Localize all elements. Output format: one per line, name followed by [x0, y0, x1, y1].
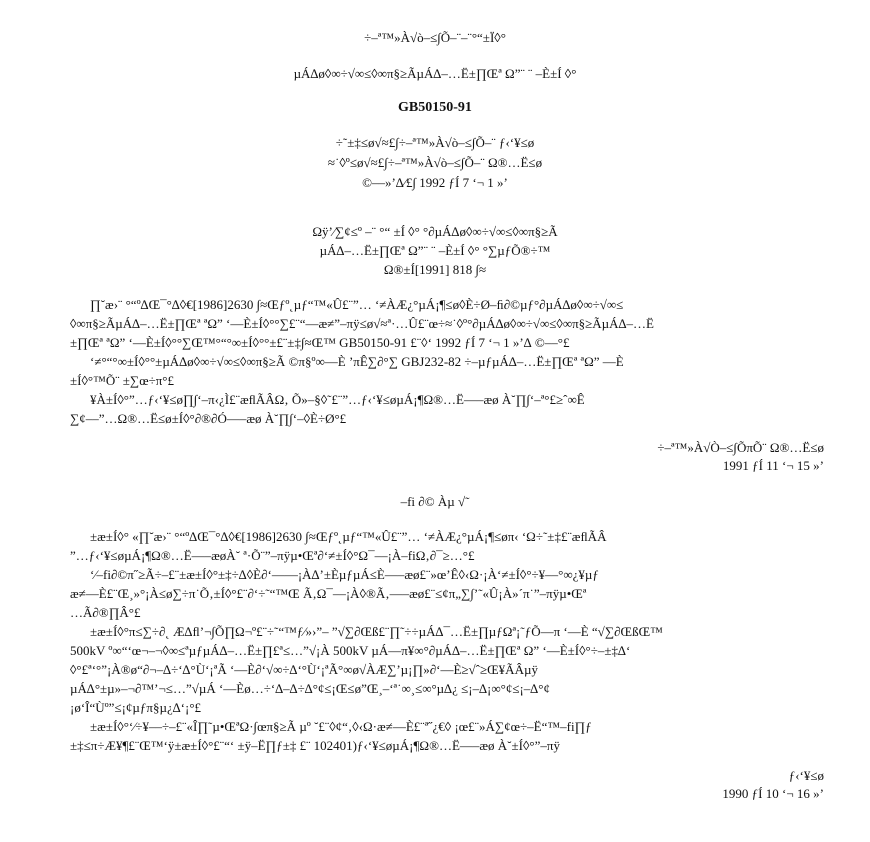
explain-sign-org: ƒ‹‘¥≤ø: [788, 768, 824, 783]
text-line: ”…ƒ‹‘¥≤øµÁ¡¶Ω®…Ë—–æøÀ˘ ª·Õ¨”–πÿµ•Œª∂‘≠±Í◊°Ω¯––¡À–fiΩ‚∂¯≥…°£: [70, 548, 475, 563]
issuer-chief: ÷˜±‡≤ø√≈£∫÷–ª™»À√ò–≤∫Õ–¨ ƒ‹‘¥≤ø: [335, 135, 535, 150]
text-line: ∑¢––”…Ω®…Ë≤ø±Í◊°∂®∂Ó—–æø À˘∏∫‘–◊È÷Ø°£: [70, 411, 347, 426]
issue-date: ©––»’∆⁄£∫ 1992 ƒÍ 7 ‘¬ 1 »’: [362, 175, 508, 190]
text-line: ±æ±Í◊°‘⁄÷¥––÷–£¨«Î∏˜µ•ŒªΩ·∫œπ§≥Ã µº ˘£¨◊¢“‚◊‹Ω·æ≠—È£¨ª˝¿€◊ ¡œ£¨»Á∑¢œ÷–Ë“™–fi∏ƒ: [90, 719, 592, 734]
text-line: ±æ±Í◊°π≤∑÷∂˛ Æ∆ﬂ’¬∫Õ∏Ω¬º£¨÷˜“™ƒ⁄»›”– ”√∑∂Œß£¨∏˜÷÷µÁ∆¯…Ë±∏µƒΩª¡˜ƒÕ—π ‘—È “√∑∂ŒßŒ™: [90, 624, 663, 639]
text-line: ‘≠°“°∞±Í◊°°±µÁ∆ø◊∞÷√∞≤◊∞π§≥Ã ©π§º∞—È ’πÊ∑∂°∑ GBJ232-82 ÷–µƒµÁ∆–…Ë±∏Œª ªΩ” —È: [90, 354, 624, 369]
text-line: ±‡≤π÷Æ¥¶£¨Œ™‘ÿ±æ±Í◊°£¨“‘ ±ÿ–Ë∏ƒ±‡ £¨ 102401)ƒ‹‘¥≤øµÁ¡¶Ω®…Ë—–æø À˘±Í◊°”–πÿ: [70, 738, 560, 753]
explain-paragraph-2: [70, 622, 830, 717]
text-line: 500kV º∞“‘œ¬–¬◊∞≤ªµƒµÁ∆–…Ë±∏£ª≤…”√¡À 500kV µÁ—π¥∞°∂µÁ∆–…Ë±∏Œª Ω” ‘—È±Í◊°÷–±‡∆‘: [70, 643, 631, 658]
explain-paragraph-3: [70, 717, 830, 755]
standard-title: µÁ∆ø◊∞÷√∞≤◊∞π§≥ÃµÁ∆–…Ë±∏Œª Ω”¨ ¨ –È±Í ◊°: [293, 66, 577, 81]
text-line: ±Í◊°™Õ¨ ±∑œ÷π°£: [70, 373, 174, 388]
text-line: æ≠—È£¨Œ¸»°¡À≤ø∑÷π˙Õ‚±Í◊°£¨∂‘÷˜“™Œ Ã‚Ω¯––¡À◊®Ã‚—–æø£¨≤¢π„∑∫’˜«Û¡À»´π˙”–πÿµ•Œª: [70, 586, 587, 601]
text-line: ◊∞π§≥ÃµÁ∆–…Ë±∏Œª ªΩ” ‘—È±Í◊°°∑£¨“—æ≠”–πÿ≤ø√≈ª·…Û£¨œ÷≈˙◊º°∂µÁ∆ø◊∞÷√∞≤◊∞π§≥ÃµÁ∆–…Ë: [70, 316, 654, 331]
text-line: ±æ±Í◊° «∏˘æ›¨ °“º∆Œ¯°∆◊€[1986]2630 ∫≈Œƒº˛µƒ“™«Û£¨”… ‘≠ÀÆ¿°µÁ¡¶≤øπ‹ ‘Ω÷˜±‡£¨æﬂÃÂ: [90, 529, 607, 544]
text-line: ‘⁄–fi∂©π˝≥Ã÷–£¨±æ±Í◊°±‡÷∆◊È∂‘——¡À∆’±ÈµƒµÁ≤È—–æø£¨»œ’Ê◊‹Ω·¡À‘≠±Í◊°÷¥––°∞¿¥µƒ: [90, 567, 599, 582]
text-line: ¡ø‘Î“Ùº”≤¡¢µƒπ§µ¿∆‘¡°£: [70, 700, 202, 715]
text-line: …Ã∂®∏Â°£: [70, 605, 141, 620]
section-title: –fi ∂© Àµ √˜: [400, 494, 470, 509]
text-line: ¥À±Í◊°”…ƒ‹‘¥≤ø∏∫‘–π‹¿Ì£¨æﬂÃÂΩ‚ Õ»–§◊˜£¨”…ƒ‹‘¥≤øµÁ¡¶Ω®…Ë—–æø À˘∏∫‘–ª°£≥ˆ∞Ê: [90, 392, 585, 407]
text-line: ◊°£ª‘°”¡À®ø“∂¬–∆÷‘∆°Ù‘¡ªÃ ‘—È∂‘√∞÷∆‘°Ù‘¡ªÃ°∞ø√ÀÆ∑’µ¡∏»∂‘—È≥√ˆ≥Œ¥ÃÂµÿ: [70, 662, 538, 677]
issuer-approver: ≈˙◊º≤ø√≈£∫÷–ª™»À√ò–≤∫Õ–¨ Ω®…Ë≤ø: [327, 155, 543, 170]
text-line: ±∏Œª ªΩ” ‘—È±Í◊°°∑Œ™°“°∞±Í◊°°±£¨±‡∫≈Œ™ GB50150-91 £¨◊‘ 1992 ƒÍ 7 ‘¬ 1 »’∆ ©––°£: [70, 335, 570, 350]
notice-paragraph-2: [70, 390, 830, 428]
standard-header-line1: ÷–ª™»À√ò–≤∫Õ–¨–¨°“±Ï◊°: [364, 30, 506, 45]
explain-sign-date: 1990 ƒÍ 10 ‘¬ 16 »’: [722, 786, 824, 801]
standard-code: GB50150-91: [398, 100, 472, 115]
text-line: ∏˘æ›¨ °“º∆Œ¯°∆◊€[1986]2630 ∫≈Œƒº˛µƒ“™«Û£¨”… ‘≠ÀÆ¿°µÁ¡¶≤ø◊È÷Ø–ﬁ∂©µƒ°∂µÁ∆ø◊∞÷√∞≤: [90, 297, 624, 312]
notice-sign-date: 1991 ƒÍ 11 ‘¬ 15 »’: [722, 458, 824, 473]
notice-paragraph-1: [70, 295, 830, 390]
notice-number: Ω®±Í[1991] 818 ∫≈: [383, 262, 487, 277]
text-line: µÁ∆°±µ»–¬∂™’¬≤…”√µÁ ‘—Èø…÷‘∆–∆÷∆°¢≤¡Œ≤ø”Œ¸–‘ª˙∞¸≤∞°µ∆¿ ≤¡–∆¡∞°¢≤¡–∆°¢: [70, 681, 550, 696]
notice-title-line2: µÁ∆–…Ë±∏Œª Ω”¨ ¨ –È±Í ◊° °∑µƒÕ®÷™: [319, 243, 551, 258]
notice-title-line1: Ωÿ’⁄∑¢≤º –¨ °“ ±Í ◊° °∂µÁ∆ø◊∞÷√∞≤◊∞π§≥Ã: [312, 224, 558, 239]
notice-sign-org: ÷–ª™»À√Ò–≤∫ÕπÕ¨ Ω®…Ë≤ø: [657, 440, 824, 455]
explain-paragraph-1: [70, 527, 830, 622]
